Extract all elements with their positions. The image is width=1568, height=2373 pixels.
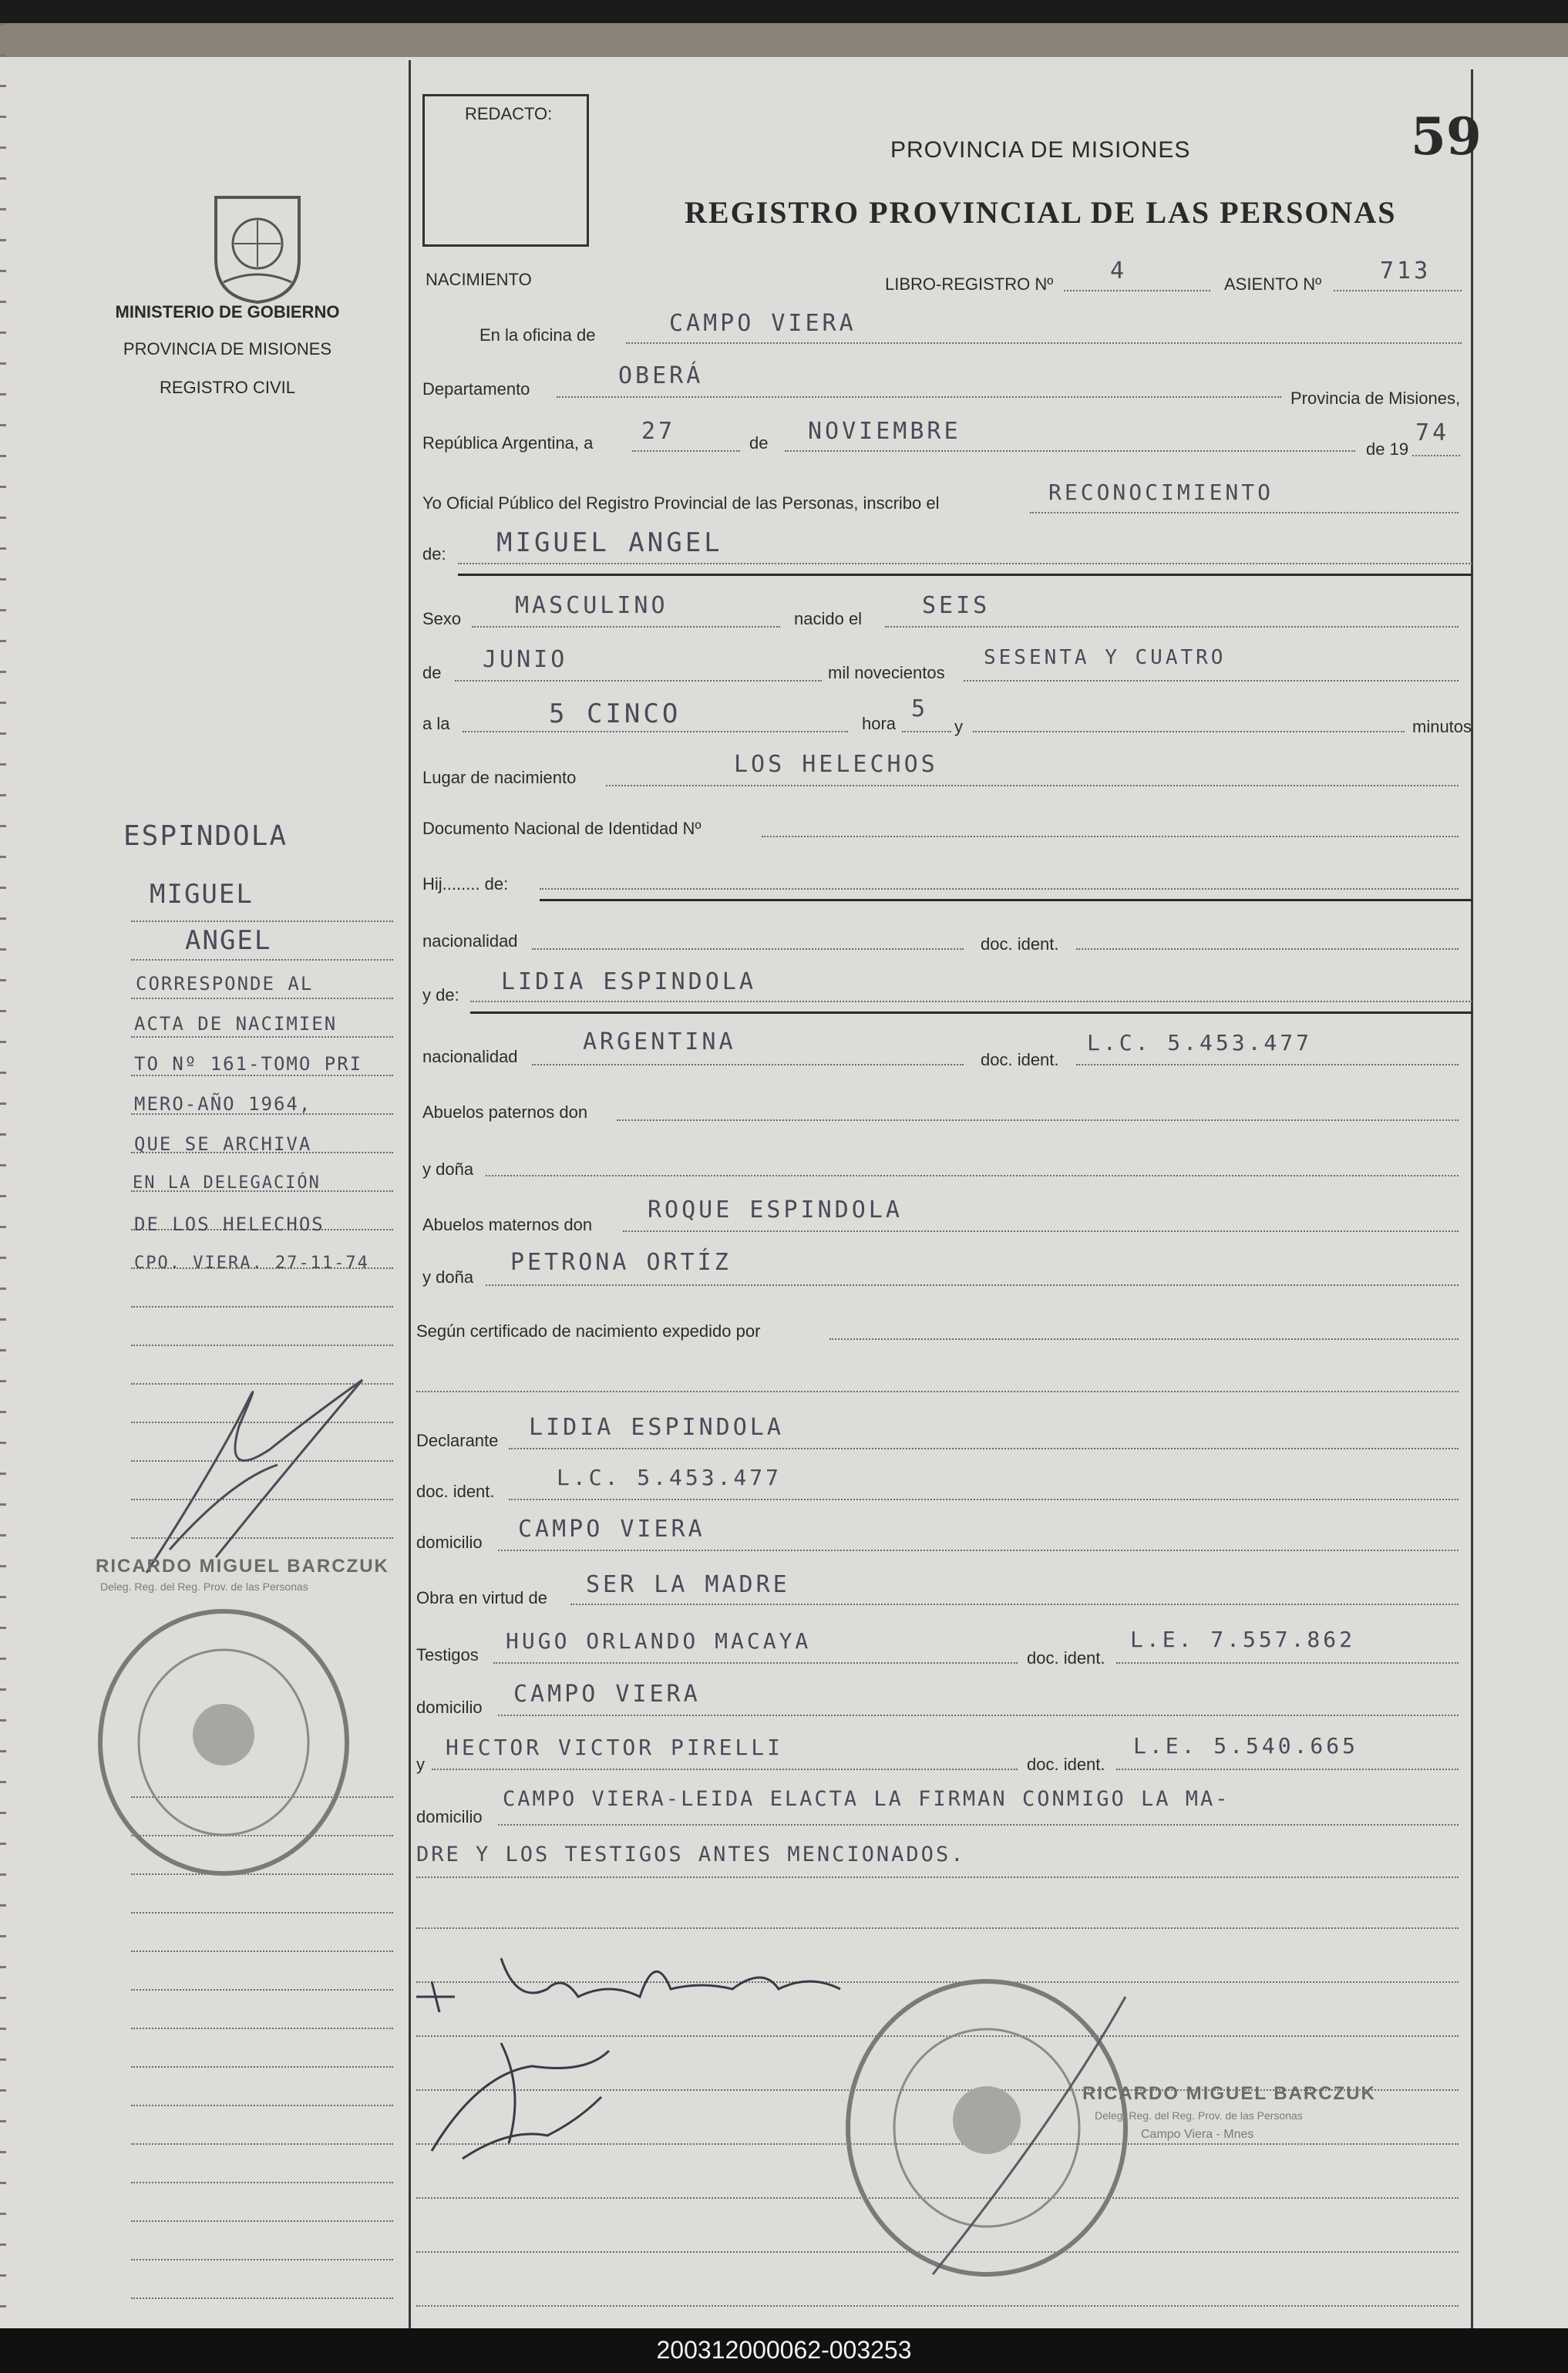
registry-title: REGISTRO PROVINCIAL DE LAS PERSONAS	[685, 195, 1397, 230]
inscribo-value: RECONOCIMIENTO	[1048, 480, 1274, 505]
de2-label: de	[422, 663, 442, 682]
republica-label: República Argentina, a	[422, 433, 594, 453]
coat-of-arms-seal	[208, 190, 307, 304]
sexo-label: Sexo	[422, 609, 462, 628]
oficina-label: En la oficina de	[479, 325, 596, 345]
docident4-value: L.E. 7.557.862	[1130, 1627, 1356, 1652]
officer-title-stamp: Deleg. Reg. del Reg. Prov. de las Personas	[1095, 2109, 1303, 2122]
obra-value: SER LA MADRE	[586, 1571, 790, 1598]
certificado-label: Según certificado de nacimiento expedido por	[416, 1321, 761, 1341]
province-title: PROVINCIA DE MISIONES	[890, 137, 1191, 163]
ala-value: 5 CINCO	[549, 698, 681, 729]
de-label: de	[749, 433, 769, 453]
y2-label: y	[416, 1755, 425, 1774]
dni-label: Documento Nacional de Identidad Nº	[422, 819, 702, 838]
dia-value: 27	[641, 418, 676, 445]
docident5-label: doc. ident.	[1027, 1755, 1105, 1774]
register-page	[0, 23, 1568, 2328]
footer-bar	[0, 2328, 1568, 2373]
hij-label: Hij........ de:	[422, 874, 509, 894]
margin-line: ACTA DE NACIMIEN	[134, 1013, 338, 1035]
declarante-value: LIDIA ESPINDOLA	[529, 1414, 784, 1441]
asiento-value: 713	[1380, 257, 1432, 284]
registry-stamp	[825, 1966, 1149, 2290]
book-edge	[0, 23, 1568, 57]
docident2-label: doc. ident.	[981, 1050, 1059, 1069]
margin-line: EN LA DELEGACIÓN	[133, 1173, 321, 1193]
docident3-value: L.C. 5.453.477	[557, 1465, 782, 1490]
declarante-signature	[409, 1935, 871, 2020]
domicilio1-value: CAMPO VIERA	[518, 1516, 705, 1543]
ministry-line1: MINISTERIO DE GOBIERNO	[115, 302, 340, 321]
domicilio3-value-line1: CAMPO VIERA-LEIDA ELACTA LA FIRMAN CONMIGO LA MA-	[503, 1787, 1230, 1811]
anio-value: 74	[1415, 419, 1450, 446]
mes-nac-value: JUNIO	[483, 646, 568, 673]
oficial-label: Yo Oficial Público del Registro Provincial de las Personas, inscribo el	[422, 493, 940, 513]
docident1-label: doc. ident.	[981, 934, 1059, 954]
ministry-line3: REGISTRO CIVIL	[159, 378, 296, 397]
domicilio3-value-line2: DRE Y LOS TESTIGOS ANTES MENCIONADOS.	[416, 1843, 966, 1866]
testigos-label: Testigos	[416, 1645, 479, 1664]
margin-line: CORRESPONDE AL	[136, 973, 314, 995]
margin-line: QUE SE ARCHIVA	[134, 1133, 312, 1155]
docident5-value: L.E. 5.540.665	[1133, 1733, 1359, 1759]
margin-line: MERO-AÑO 1964,	[134, 1093, 312, 1115]
declarante-label: Declarante	[416, 1431, 499, 1450]
nacido-value: SEIS	[922, 592, 991, 619]
docident4-label: doc. ident.	[1027, 1648, 1105, 1668]
departamento-value: OBERÁ	[618, 362, 704, 389]
obra-label: Obra en virtud de	[416, 1588, 547, 1607]
ydona1-label: y doña	[422, 1160, 474, 1179]
testigo2-value: HECTOR VICTOR PIRELLI	[446, 1735, 784, 1760]
oficina-value: CAMPO VIERA	[669, 310, 856, 337]
anio-nac-value: SESENTA Y CUATRO	[984, 646, 1226, 669]
margin-registry-stamp	[85, 1596, 362, 1889]
binding-holes	[0, 23, 6, 2328]
margin-officer-title: Deleg. Reg. del Reg. Prov. de las Personas	[100, 1580, 308, 1593]
officer-name-stamp: RICARDO MIGUEL BARCZUK	[1082, 2083, 1376, 2104]
margin-line: ANGEL	[185, 925, 272, 956]
testigo1-value: HUGO ORLANDO MACAYA	[506, 1628, 812, 1654]
de-colon-label: de:	[422, 544, 446, 564]
ydona2-label: y doña	[422, 1267, 474, 1287]
document-id: 200312000062-003253	[656, 2336, 912, 2364]
docident3-label: doc. ident.	[416, 1482, 495, 1501]
lugar-label: Lugar de nacimiento	[422, 768, 577, 787]
hora-value: 5	[911, 695, 929, 722]
ala-label: a la	[422, 714, 450, 733]
margin-signature	[123, 1357, 401, 1588]
folio-number: 59	[1411, 106, 1482, 167]
ministry-line2: PROVINCIA DE MISIONES	[123, 339, 332, 358]
abuelo-mat-value: ROQUE ESPINDOLA	[648, 1197, 903, 1224]
madre-value: LIDIA ESPINDOLA	[501, 968, 756, 995]
margin-line: MIGUEL	[150, 879, 254, 910]
hora-label: hora	[862, 714, 897, 733]
margin-line: DE LOS HELECHOS	[134, 1213, 325, 1235]
lugar-value: LOS HELECHOS	[734, 751, 938, 778]
redacto-box	[422, 94, 589, 247]
minutos-label: minutos	[1412, 717, 1472, 736]
margin-officer-name: RICARDO MIGUEL BARCZUK	[96, 1556, 389, 1577]
nacimiento-label: NACIMIENTO	[426, 270, 532, 289]
nacionalidad1-label: nacionalidad	[422, 931, 518, 951]
margin-line: ESPINDOLA	[123, 820, 288, 852]
libro-value: 4	[1110, 257, 1128, 284]
domicilio3-label: domicilio	[416, 1807, 483, 1826]
provincia-suffix: Provincia de Misiones,	[1290, 389, 1461, 408]
margin-line: TO Nº 161-TOMO PRI	[134, 1053, 363, 1075]
domicilio1-label: domicilio	[416, 1533, 483, 1552]
asiento-label: ASIENTO Nº	[1224, 274, 1322, 294]
anio-prefix: de 19	[1366, 439, 1409, 459]
y-label: y	[954, 717, 963, 736]
domicilio2-label: domicilio	[416, 1698, 483, 1717]
mes-value: NOVIEMBRE	[808, 418, 961, 445]
docident2-value: L.C. 5.453.477	[1087, 1030, 1313, 1055]
nacionalidad2-value: ARGENTINA	[583, 1028, 736, 1055]
officer-place-stamp: Campo Viera - Mnes	[1141, 2128, 1254, 2141]
abuelos-pat-label: Abuelos paternos don	[422, 1102, 588, 1122]
abuela-mat-value: PETRONA ORTÍZ	[510, 1249, 732, 1276]
margin-line: CPO. VIERA. 27-11-74	[134, 1254, 369, 1273]
libro-label: LIBRO-REGISTRO Nº	[885, 274, 1054, 294]
nacionalidad2-label: nacionalidad	[422, 1047, 518, 1066]
mil-label: mil novecientos	[828, 663, 945, 682]
right-column-rule	[1471, 69, 1473, 2342]
witness-signatures	[416, 2012, 648, 2182]
departamento-label: Departamento	[422, 379, 530, 399]
nacido-label: nacido el	[794, 609, 863, 628]
abuelos-mat-label: Abuelos maternos don	[422, 1215, 593, 1234]
redacto-label: REDACTO:	[465, 104, 553, 123]
yde-label: y de:	[422, 985, 459, 1005]
declarante-signature-text	[0, 23, 1, 24]
nombre-value: MIGUEL ANGEL	[496, 527, 723, 558]
domicilio2-value: CAMPO VIERA	[513, 1681, 701, 1708]
sexo-value: MASCULINO	[515, 592, 668, 619]
